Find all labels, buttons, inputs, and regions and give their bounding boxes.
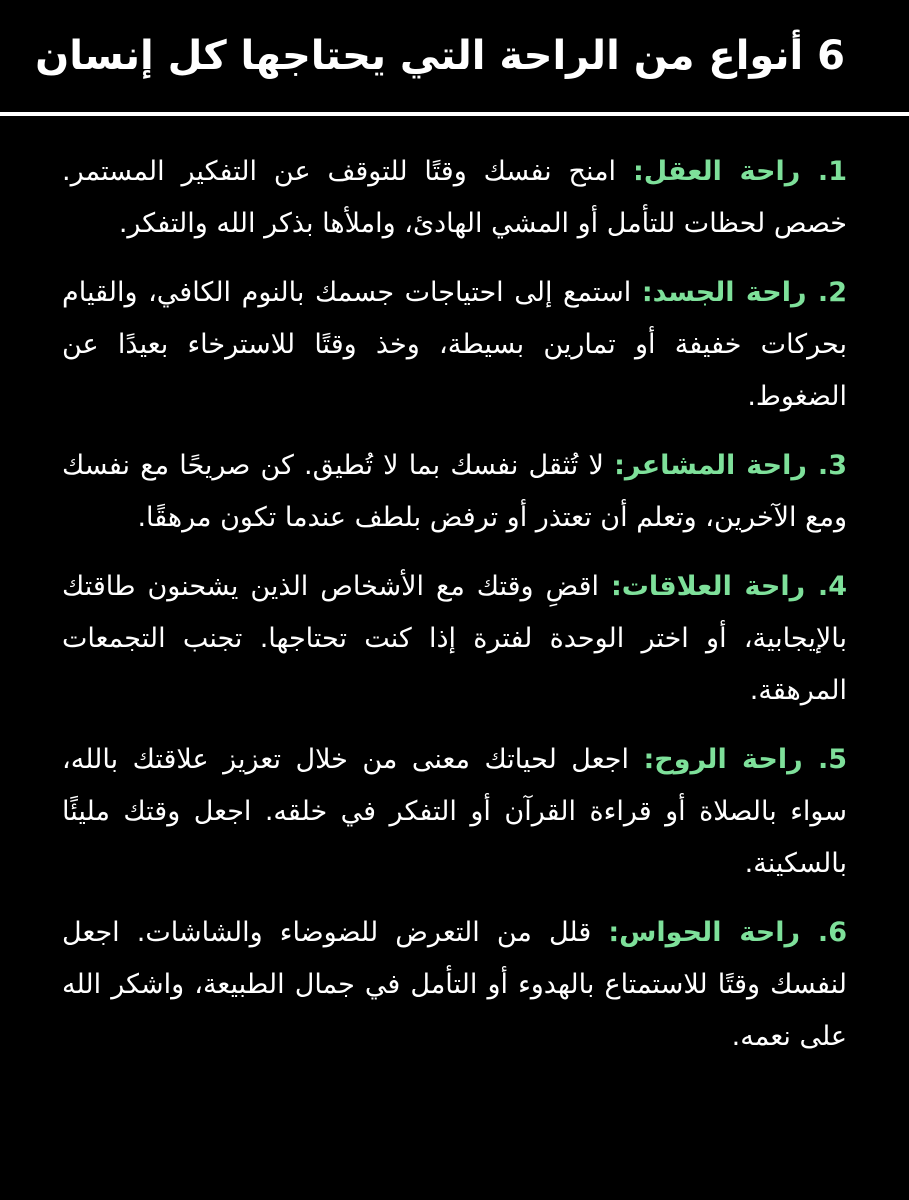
list-item-senses-rest — [62, 907, 847, 1063]
item-text: امنح نفسك وقتًا للتوقف عن التفكير المستمر. خصص لحظات للتأمل أو المشي الهادئ، واملأها بذكر الله والتفكر. — [62, 156, 847, 239]
item-heading: 5. راحة الروح: — [643, 744, 848, 775]
item-heading: 4. راحة العلاقات: — [610, 571, 847, 602]
item-text: استمع إلى احتياجات جسمك بالنوم الكافي، والقيام بحركات خفيفة أو تمارين بسيطة، وخذ وقتًا للاسترخاء بعيدًا عن الضغوط. — [62, 277, 847, 412]
item-heading: 1. راحة العقل: — [632, 156, 847, 187]
rest-types-list — [0, 116, 909, 1063]
list-item-emotional-rest — [62, 440, 847, 544]
item-heading: 3. راحة المشاعر: — [614, 450, 847, 481]
item-text: اقضِ وقتك مع الأشخاص الذين يشحنون طاقتك بالإيجابية، أو اختر الوحدة لفترة إذا كنت تحتاجها. تجنب التجمعات المرهقة. — [62, 571, 847, 706]
item-text: اجعل لحياتك معنى من خلال تعزيز علاقتك بالله، سواء بالصلاة أو قراءة القرآن أو التفكر في خلقه. اجعل وقتك مليئًا بالسكينة. — [62, 744, 847, 879]
page-title: 6 أنواع من الراحة التي يحتاجها كل إنسان — [35, 33, 845, 79]
list-item-body-rest — [62, 267, 847, 423]
item-heading: 2. راحة الجسد: — [641, 277, 847, 308]
item-text: قلل من التعرض للضوضاء والشاشات. اجعل لنفسك وقتًا للاستمتاع بالهدوء أو التأمل في جمال الطبيعة، واشكر الله على نعمه. — [62, 917, 847, 1052]
list-item-mind-rest — [62, 146, 847, 250]
item-text: لا تُثقل نفسك بما لا تُطيق. كن صريحًا مع نفسك ومع الآخرين، وتعلم أن تعتذر أو ترفض بلطف عندما تكون مرهقًا. — [62, 450, 847, 533]
list-item-spirit-rest — [62, 734, 847, 890]
list-item-relationships-rest — [62, 561, 847, 717]
title-bar — [0, 0, 909, 112]
item-heading: 6. راحة الحواس: — [608, 917, 847, 948]
